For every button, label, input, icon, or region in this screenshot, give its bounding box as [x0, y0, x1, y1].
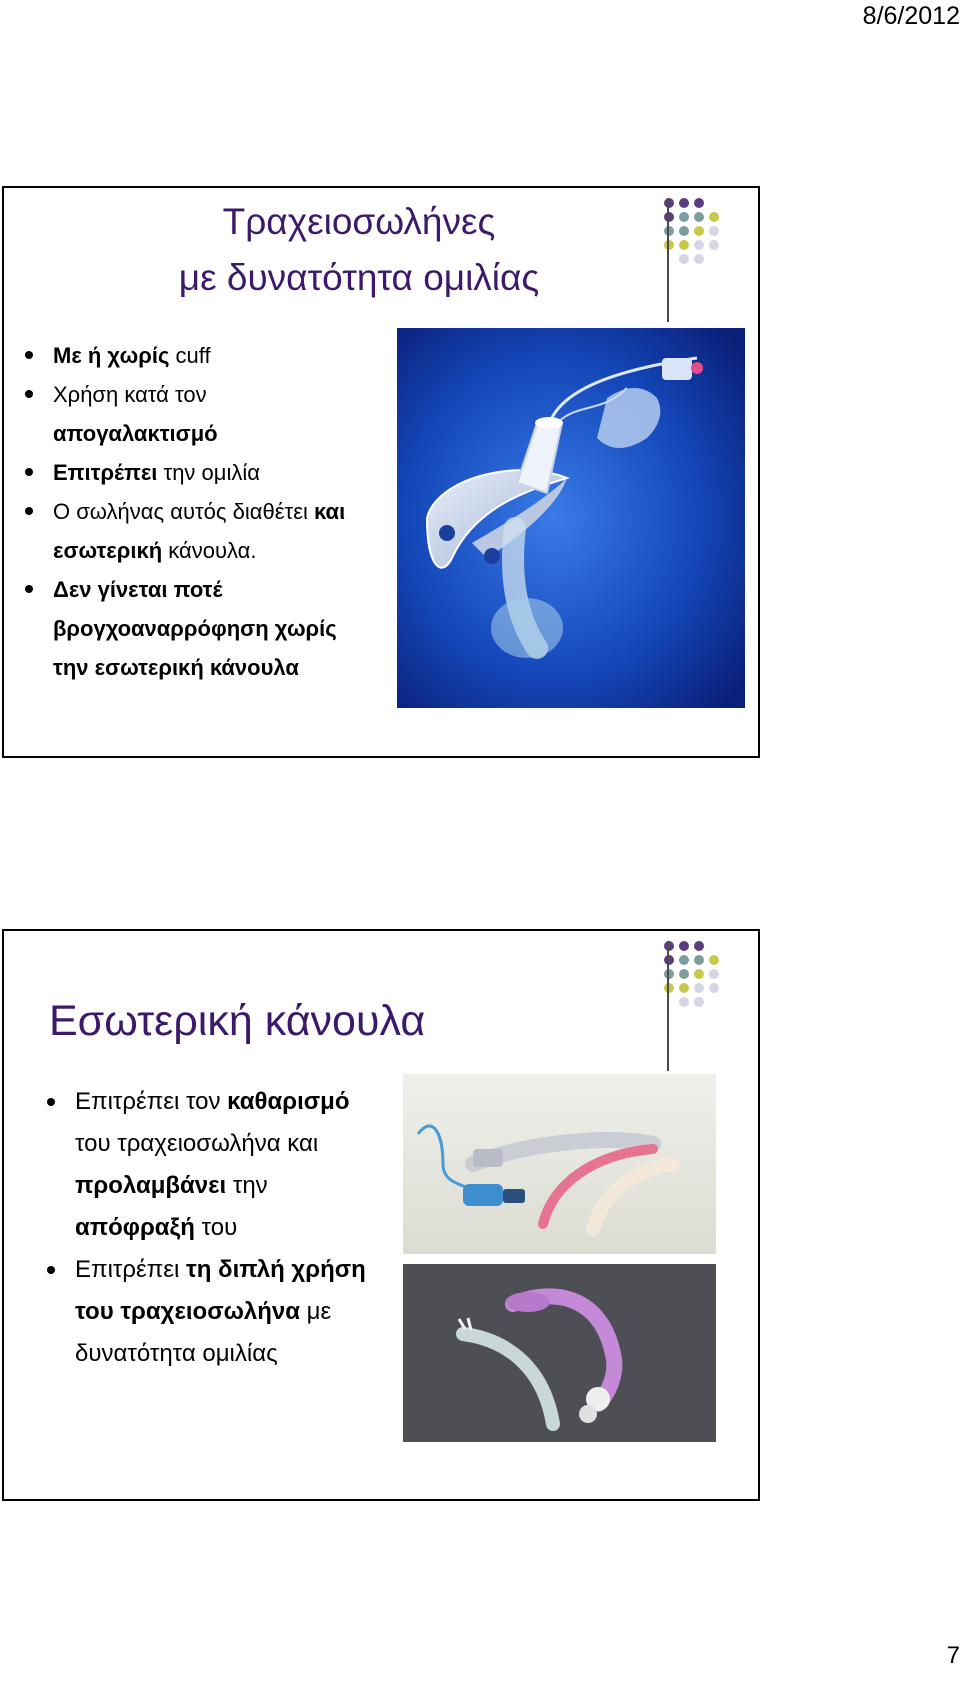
bullet-dot-icon	[25, 351, 33, 359]
bullet-dot-icon	[25, 507, 33, 515]
bullet-text: Επιτρέπει	[53, 460, 158, 485]
decorative-dot	[664, 198, 674, 208]
decorative-dot	[709, 969, 719, 979]
tracheostomy-tube-photo	[397, 328, 745, 708]
decorative-dot	[679, 226, 689, 236]
bullet-text: κάνουλα.	[162, 538, 257, 563]
decorative-dot	[694, 969, 704, 979]
decorative-dot	[679, 941, 689, 951]
decorative-dot	[679, 254, 689, 264]
divider-line	[667, 941, 669, 1071]
bullet-item	[53, 453, 373, 492]
decorative-dot	[664, 240, 674, 250]
bullet-text: και εσωτερική	[53, 499, 346, 563]
decorative-dot	[679, 198, 689, 208]
decorative-dot	[679, 997, 689, 1007]
bullet-dot-icon	[47, 1266, 55, 1274]
bullet-text: με δυνατότητα ομιλίας	[75, 1298, 332, 1367]
bullet-text: του	[194, 1214, 238, 1241]
bullet-dot-icon	[25, 390, 33, 398]
bullet-text: απόφραξή	[75, 1214, 195, 1241]
bullet-item	[53, 336, 373, 375]
bullet-text: Επιτρέπει τον	[75, 1088, 228, 1115]
decorative-dot	[679, 969, 689, 979]
decorative-dot	[694, 941, 704, 951]
decorative-dot	[664, 969, 674, 979]
decorative-dot	[694, 226, 704, 236]
bullet-item	[53, 492, 373, 570]
decorative-dot	[709, 240, 719, 250]
speaking-cannula-photo	[403, 1264, 716, 1442]
bullet-text: του τραχειοσωλήνα και	[75, 1130, 319, 1157]
decorative-dot	[694, 983, 704, 993]
bullet-list	[75, 1081, 385, 1375]
bullet-text: Ο σωλήνας αυτός διαθέτει	[53, 499, 315, 524]
slide-title: Εσωτερική κάνουλα	[49, 997, 426, 1045]
decorative-dot	[694, 955, 704, 965]
bullet-text: την	[226, 1172, 268, 1199]
decorative-dot	[694, 240, 704, 250]
decorative-dot	[709, 955, 719, 965]
decorative-dot	[694, 254, 704, 264]
decorative-dot	[664, 983, 674, 993]
slide-1	[2, 186, 760, 758]
decorative-dot	[694, 212, 704, 222]
decorative-dot	[664, 212, 674, 222]
slide-title	[124, 194, 594, 306]
bullet-text: απογαλακτισμό	[53, 421, 218, 446]
bullet-text: Δεν γίνεται ποτέ βρογχοαναρρόφηση χωρίς την εσωτερική κάνουλα	[53, 577, 337, 680]
slide-2	[2, 929, 760, 1501]
bullet-text: τη διπλή χρήση του τραχειοσωλήνα	[75, 1256, 366, 1325]
decorative-dot	[664, 226, 674, 236]
decorative-dot	[664, 955, 674, 965]
decorative-dot	[679, 983, 689, 993]
decorative-dot	[679, 955, 689, 965]
bullet-text: προλαμβάνει	[75, 1172, 227, 1199]
divider-line	[667, 198, 669, 322]
page-number: 7	[946, 1642, 960, 1669]
inner-cannula-photo	[403, 1074, 716, 1254]
decorative-dot	[709, 226, 719, 236]
bullet-dot-icon	[25, 468, 33, 476]
decorative-dot	[709, 212, 719, 222]
bullet-list	[53, 336, 373, 687]
bullet-dot-icon	[25, 585, 33, 593]
decorative-dot	[709, 983, 719, 993]
bullet-text: Χρήση κατά τον	[53, 382, 207, 407]
title-line-1: Τραχειοσωλήνες	[222, 201, 496, 242]
bullet-text: cuff	[169, 343, 211, 368]
decorative-dot	[664, 941, 674, 951]
bullet-item	[75, 1081, 385, 1249]
decorative-dot	[679, 240, 689, 250]
bullet-text: την ομιλία	[157, 460, 260, 485]
decorative-dot	[694, 198, 704, 208]
bullet-item	[75, 1249, 385, 1375]
bullet-item	[53, 375, 373, 453]
bullet-item	[53, 570, 373, 687]
decorative-dot	[694, 997, 704, 1007]
title-line-2: με δυνατότητα ομιλίας	[178, 257, 540, 298]
decorative-dot	[679, 212, 689, 222]
bullet-text: Επιτρέπει	[75, 1256, 186, 1283]
bullet-text: καθαρισμό	[227, 1088, 350, 1115]
date-header: 8/6/2012	[862, 2, 960, 30]
bullet-text: Με ή χωρίς	[53, 343, 170, 368]
bullet-dot-icon	[47, 1098, 55, 1106]
